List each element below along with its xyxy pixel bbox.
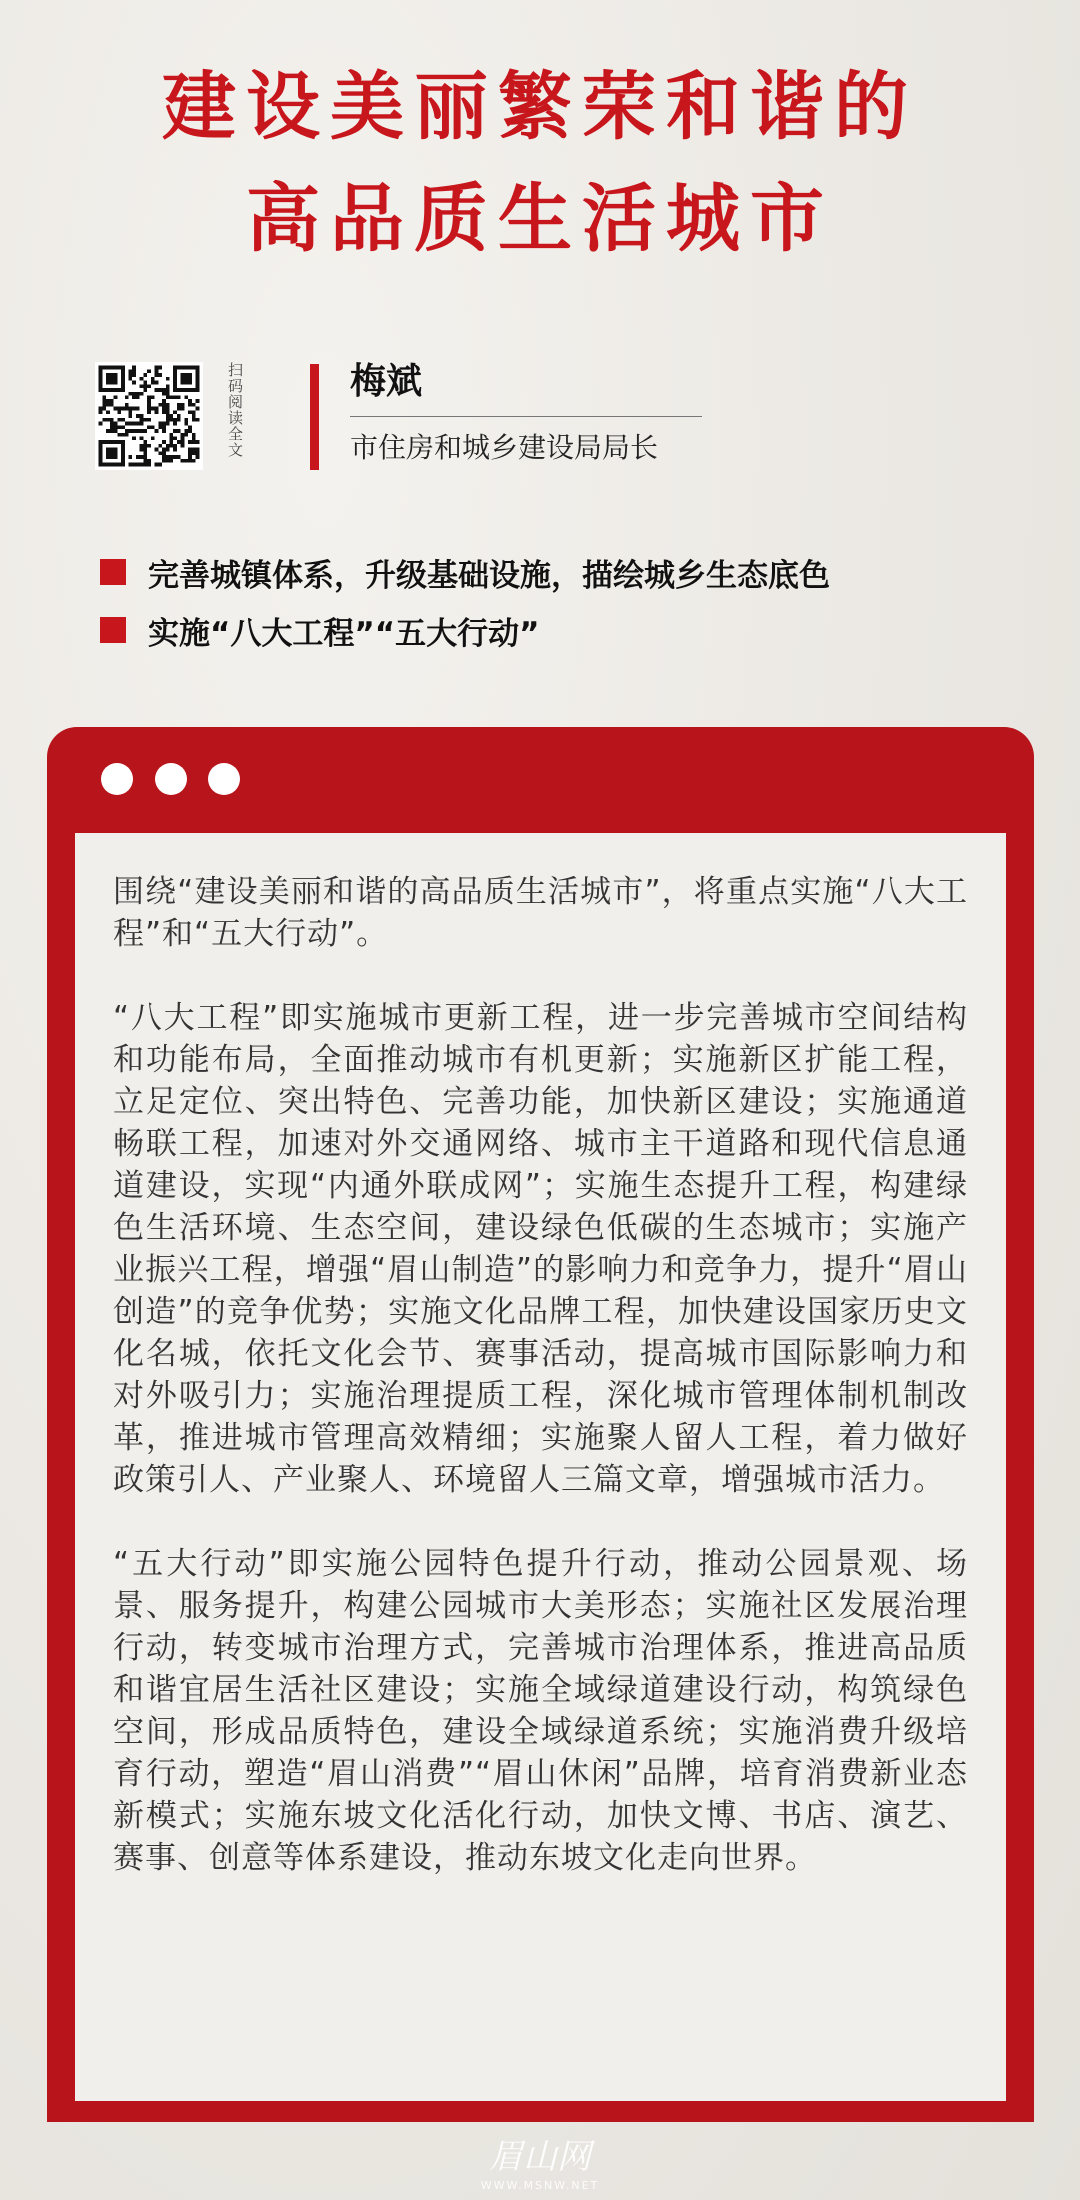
footer-url: WWW.MSNW.NET [480,2179,600,2192]
subheading-2 [100,610,540,650]
subheading-text: 实施“八大工程”“五大行动” [148,615,540,652]
window-dot-icon [155,763,187,795]
author-accent-bar [310,364,319,470]
subheading-1 [100,552,830,592]
red-square-bullet-icon [100,617,126,643]
qr-code-icon[interactable] [95,362,203,470]
title-line-2: 高品质生活城市 [246,176,834,262]
article-paragraph-2: “八大工程”即实施城市更新工程，进一步完善城市空间结构和功能布局，全面推动城市有机更新；实施新区扩能工程，立足定位、突出特色、完善功能，加快新区建设；实施通道畅联工程，加速对外交通网络、城市主干道路和现代信息通道建设，实现“内通外联成网”；实施生态提升工程，构建绿色生活环境、生态空间，建设绿色低碳的生态城市；实施产业振兴工程，增强“眉山制造”的影响力和竞争力，提升“眉山创造”的竞争优势；实施文化品牌工程，加快建设国家历史文化名城，依托文化会节、赛事活动，提高城市国际影响力和对外吸引力；实施治理提质工程，深化城市管理体制机制改革，推进城市管理高效精细；实施聚人留人工程，着力做好政策引人、产业聚人、环境留人三篇文章，增强城市活力。 [113,1000,968,1498]
article-paragraph-1: 围绕“建设美丽和谐的高品质生活城市”，将重点实施“八大工程”和“五大行动”。 [113,874,968,952]
author-divider [350,416,702,417]
red-square-bullet-icon [100,559,126,585]
article-content-panel [75,833,1006,2101]
article-paragraph-3: “五大行动”即实施公园特色提升行动，推动公园景观、场景、服务提升，构建公园城市大美形态；实施社区发展治理行动，转变城市治理方式，完善城市治理体系，推进高品质和谐宜居生活社区建设；实施全域绿道建设行动，构筑绿色空间，形成品质特色，建设全域绿道系统；实施消费升级培育行动，塑造“眉山消费”“眉山休闲”品牌，培育消费新业态新模式；实施东坡文化活化行动，加快文博、书店、演艺、赛事、创意等体系建设，推动东坡文化走向世界。 [113,1546,968,1876]
title-line-1: 建设美丽繁荣和谐的 [162,64,918,150]
scan-to-read-caption: 扫码阅读全文 [226,362,244,458]
author-name: 梅斌 [350,361,423,402]
subheading-text: 完善城镇体系，升级基础设施，描绘城乡生态底色 [148,557,830,594]
window-dot-icon [101,763,133,795]
meishan-net-logo: 眉山网 [489,2137,591,2177]
article-window [47,727,1034,2122]
window-dot-icon [208,763,240,795]
author-role: 市住房和城乡建设局局长 [350,431,659,464]
